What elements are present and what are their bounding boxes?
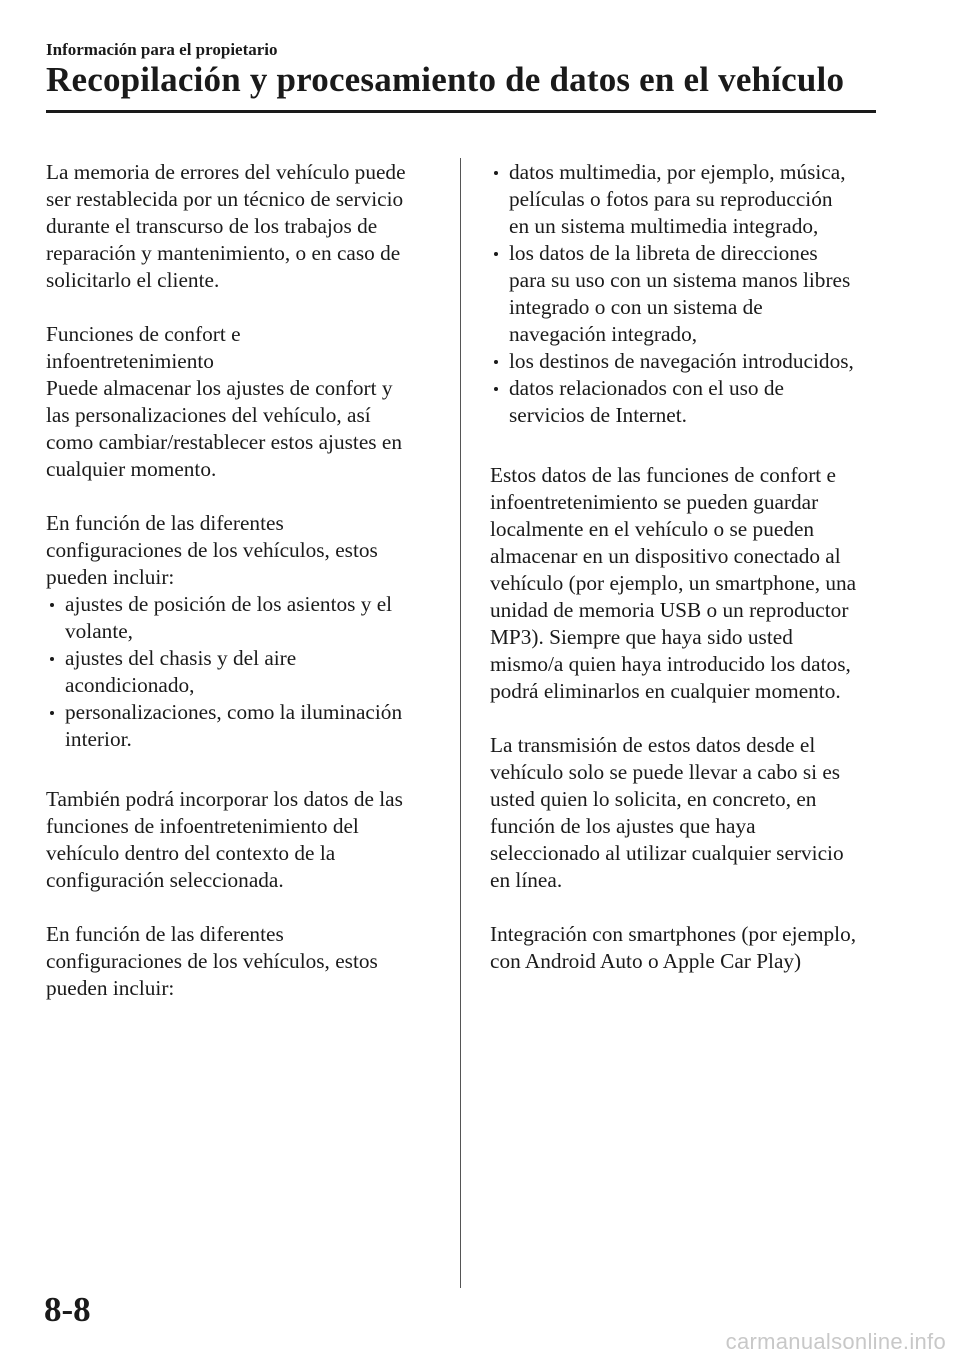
right-column bbox=[490, 159, 885, 975]
text-line: La transmisión de estos datos desde el bbox=[490, 733, 816, 757]
text-line: seleccionado al utilizar cualquier servicio bbox=[490, 841, 844, 865]
paragraph-smartphone-integration bbox=[490, 921, 885, 975]
page-number: 8-8 bbox=[44, 1290, 91, 1329]
column-divider bbox=[460, 158, 461, 1288]
text-line: función de los ajustes que haya bbox=[490, 814, 756, 838]
text-line: Estos datos de las funciones de confort e bbox=[490, 463, 836, 487]
text-line: mismo/a quien haya introducido los datos, bbox=[490, 652, 851, 676]
text-line: localmente en el vehículo o se pueden bbox=[490, 517, 815, 541]
text-line: Integración con smartphones (por ejemplo, bbox=[490, 922, 857, 946]
text-line: Puede almacenar los ajustes de confort y bbox=[46, 376, 393, 400]
title-rule bbox=[46, 110, 876, 113]
text-line: integrado o con un sistema de bbox=[509, 295, 763, 319]
text-line: configuraciones de los vehículos, estos bbox=[46, 949, 378, 973]
text-line: personalizaciones, como la iluminación bbox=[65, 700, 403, 724]
text-line: vehículo (por ejemplo, un smartphone, una bbox=[490, 571, 857, 595]
text-line: configuración seleccionada. bbox=[46, 868, 284, 892]
text-line: en línea. bbox=[490, 868, 563, 892]
left-column bbox=[46, 159, 436, 1002]
text-line: durante el transcurso de los trabajos de bbox=[46, 214, 378, 238]
infotainment-data-list bbox=[490, 159, 885, 429]
text-line: usted quien lo solicita, en concreto, en bbox=[490, 787, 817, 811]
bullet-dot-icon bbox=[494, 387, 498, 391]
text-line: configuraciones de los vehículos, estos bbox=[46, 538, 378, 562]
watermark: carmanualsonline.info bbox=[725, 1329, 946, 1354]
paragraph-data-transmission bbox=[490, 732, 885, 894]
text-line: datos relacionados con el uso de bbox=[509, 376, 784, 400]
comfort-settings-list bbox=[46, 591, 436, 753]
list-item bbox=[490, 375, 885, 429]
text-line: vehículo dentro del contexto de la bbox=[46, 841, 336, 865]
text-line: las personalizaciones del vehículo, así bbox=[46, 403, 371, 427]
text-line: para su uso con un sistema manos libres bbox=[509, 268, 851, 292]
bullet-dot-icon bbox=[50, 603, 54, 607]
paragraph-comfort-functions bbox=[46, 321, 436, 483]
text-line: navegación integrado, bbox=[509, 322, 698, 346]
text-line: En función de las diferentes bbox=[46, 511, 284, 535]
text-line: cualquier momento. bbox=[46, 457, 217, 481]
text-line: acondicionado, bbox=[65, 673, 195, 697]
text-line: en un sistema multimedia integrado, bbox=[509, 214, 819, 238]
list-item bbox=[46, 591, 436, 645]
text-line: volante, bbox=[65, 619, 134, 643]
text-line: ajustes de posición de los asientos y el bbox=[65, 592, 393, 616]
text-line: los destinos de navegación introducidos, bbox=[509, 349, 854, 373]
paragraph-error-memory bbox=[46, 159, 436, 294]
paragraph-may-include-2 bbox=[46, 921, 436, 1002]
bullet-dot-icon bbox=[494, 171, 498, 175]
text-line: Funciones de confort e bbox=[46, 322, 241, 346]
paragraph-infotainment-data bbox=[46, 786, 436, 894]
text-line: ajustes del chasis y del aire bbox=[65, 646, 297, 670]
list-item bbox=[490, 348, 885, 375]
text-line: En función de las diferentes bbox=[46, 922, 284, 946]
text-line: unidad de memoria USB o un reproductor bbox=[490, 598, 849, 622]
bullet-dot-icon bbox=[50, 711, 54, 715]
text-line: datos multimedia, por ejemplo, música, bbox=[509, 160, 846, 184]
bullet-dot-icon bbox=[494, 360, 498, 364]
text-line: También podrá incorporar los datos de las bbox=[46, 787, 403, 811]
text-line: infoentretenimiento bbox=[46, 349, 214, 373]
text-line: pueden incluir: bbox=[46, 976, 175, 1000]
text-line: con Android Auto o Apple Car Play) bbox=[490, 949, 802, 973]
section-label: Información para el propietario bbox=[46, 40, 278, 59]
text-line: como cambiar/restablecer estos ajustes en bbox=[46, 430, 402, 454]
text-line: interior. bbox=[65, 727, 132, 751]
bullet-dot-icon bbox=[50, 657, 54, 661]
paragraph-may-include bbox=[46, 510, 436, 591]
text-line: vehículo solo se puede llevar a cabo si es bbox=[490, 760, 841, 784]
text-line: ser restablecida por un técnico de servicio bbox=[46, 187, 404, 211]
text-line: almacenar en un dispositivo conectado al bbox=[490, 544, 841, 568]
text-line: servicios de Internet. bbox=[509, 403, 687, 427]
page-title: Recopilación y procesamiento de datos en el vehículo bbox=[46, 60, 845, 99]
list-item bbox=[490, 240, 885, 348]
text-line: reparación y mantenimiento, o en caso de bbox=[46, 241, 401, 265]
text-line: La memoria de errores del vehículo puede bbox=[46, 160, 406, 184]
list-item bbox=[490, 159, 885, 240]
text-line: infoentretenimiento se pueden guardar bbox=[490, 490, 819, 514]
text-line: películas o fotos para su reproducción bbox=[509, 187, 833, 211]
text-line: podrá eliminarlos en cualquier momento. bbox=[490, 679, 841, 703]
list-item bbox=[46, 645, 436, 699]
text-line: solicitarlo el cliente. bbox=[46, 268, 220, 292]
list-item bbox=[46, 699, 436, 753]
text-line: pueden incluir: bbox=[46, 565, 175, 589]
bullet-dot-icon bbox=[494, 252, 498, 256]
text-line: MP3). Siempre que haya sido usted bbox=[490, 625, 793, 649]
paragraph-data-storage bbox=[490, 462, 885, 705]
text-line: funciones de infoentretenimiento del bbox=[46, 814, 359, 838]
text-line: los datos de la libreta de direcciones bbox=[509, 241, 818, 265]
